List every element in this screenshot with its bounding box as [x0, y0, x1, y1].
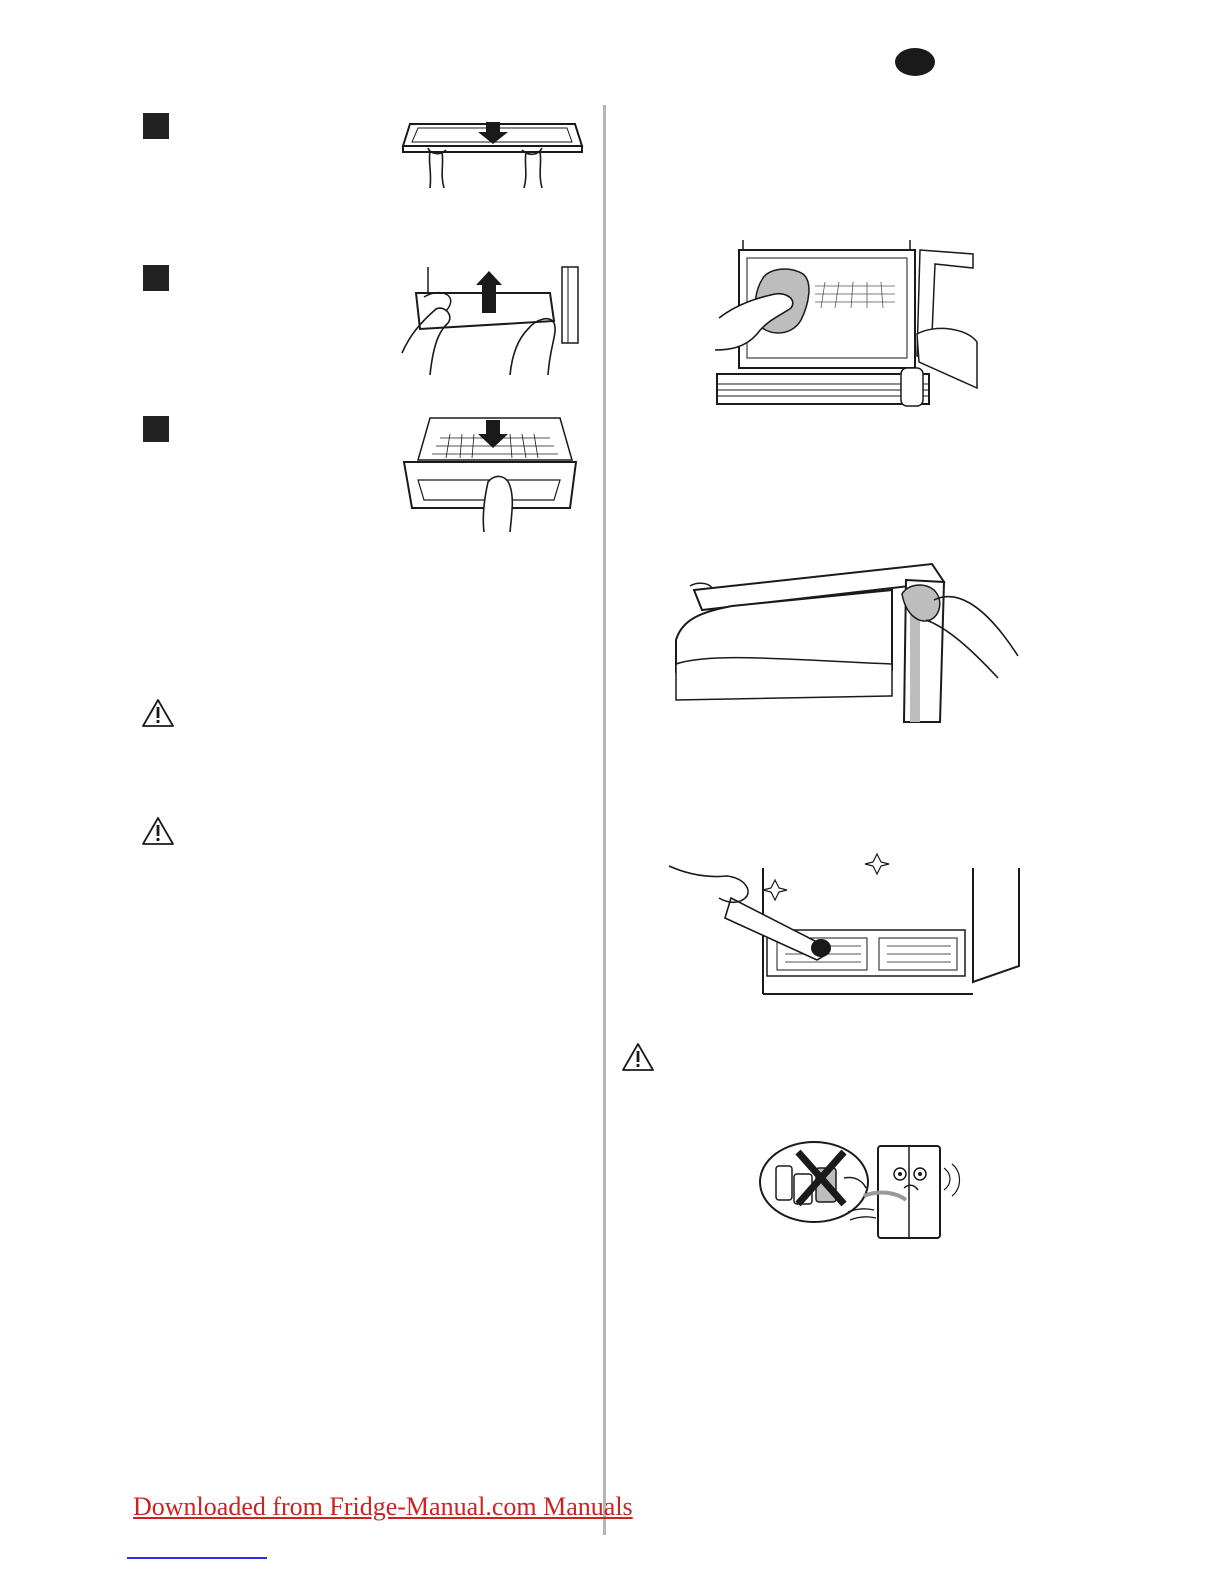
- column-divider: [603, 105, 606, 1535]
- condenser-vacuum-illustration: [667, 848, 1025, 998]
- warning-icon: [621, 1042, 655, 1072]
- door-bin-lift-illustration: [400, 265, 585, 377]
- warning-icon: [141, 816, 175, 846]
- interior-cleaning-illustration: [705, 238, 980, 410]
- door-gasket-cleaning-illustration: [672, 560, 1024, 728]
- step-marker-1: [143, 113, 169, 139]
- download-source-link[interactable]: Downloaded from Fridge-Manual.com Manuals: [133, 1492, 633, 1521]
- step-marker-2: [143, 265, 169, 291]
- footer-underline: [127, 1557, 267, 1559]
- no-chemicals-illustration: [758, 1138, 980, 1242]
- shelf-removal-illustration: [400, 118, 585, 190]
- crisper-drawer-illustration: [400, 416, 585, 534]
- warning-icon: [141, 698, 175, 728]
- language-badge: [895, 48, 935, 76]
- step-marker-3: [143, 416, 169, 442]
